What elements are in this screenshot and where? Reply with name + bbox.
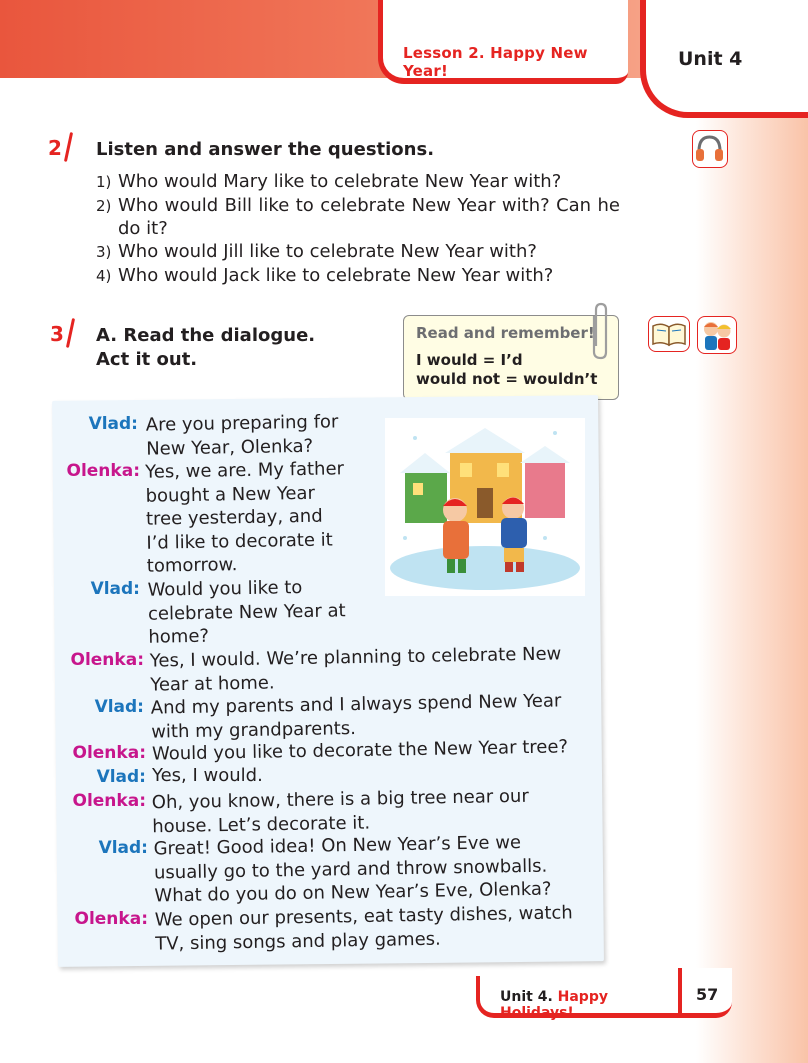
winter-scene-illustration	[385, 418, 585, 596]
list-item: 1) Who would Mary like to celebrate New Year with?	[96, 171, 562, 192]
speaker-vlad: Vlad:	[88, 414, 138, 434]
speaker-vlad: Vlad:	[98, 838, 148, 858]
dialogue-line: Are you preparing for New Year, Olenka?	[145, 411, 339, 460]
speaker-olenka: Olenka:	[72, 743, 146, 763]
footer-unit-tab	[476, 976, 682, 1021]
task-number: 2	[48, 136, 62, 160]
speaker-olenka: Olenka:	[74, 909, 148, 929]
dialogue-line: Yes, we are. My father bought a New Year tree yesterday, and I’d like to decorate it tomorrow.	[145, 458, 345, 577]
speaker-vlad: Vlad:	[90, 579, 140, 599]
lesson-title: Lesson 2. Happy New Year!	[403, 44, 588, 80]
remember-line: would not = wouldn’t	[416, 370, 598, 388]
footer-title: Happy Holidays!	[500, 989, 608, 1021]
dialogue-line: Yes, I would. We’re planning to celebrate New Year at home.	[149, 643, 562, 696]
remember-line: I would = I’d	[416, 351, 523, 369]
page-number: 57	[696, 985, 719, 1004]
speaker-vlad: Vlad:	[94, 697, 144, 717]
read-and-remember-box	[403, 315, 619, 400]
speaker-olenka: Olenka:	[72, 791, 146, 811]
lesson-tab	[378, 0, 628, 84]
task-instruction: Listen and answer the questions.	[96, 139, 435, 160]
dialogue-line: Yes, I would.	[152, 765, 263, 786]
dialogue-line: We open our presents, eat tasty dishes, watch TV, sing songs and play games.	[154, 902, 573, 955]
speaker-olenka: Olenka:	[70, 650, 144, 670]
dialogue-line: And my parents and I always spend New Year with my grandparents.	[150, 690, 562, 743]
remember-title: Read and remember!	[416, 324, 595, 342]
page-number-tab	[678, 968, 732, 1018]
dialogue-line: Would you like to decorate the New Year tree?	[151, 736, 569, 765]
dialogue-line: Would you like to celebrate New Year at home?	[147, 577, 346, 648]
unit-tab	[640, 0, 808, 118]
children-icon[interactable]	[697, 316, 737, 354]
paperclip-icon	[590, 302, 612, 360]
list-item: 3) Who would Jill like to celebrate New Year with?	[96, 241, 537, 262]
dialogue-line: Oh, you know, there is a big tree near our house. Let’s decorate it.	[151, 785, 529, 837]
speaker-vlad: Vlad:	[96, 767, 146, 787]
question-list	[96, 170, 620, 288]
task-instruction: A. Read the dialogue. Act it out.	[96, 325, 316, 370]
list-item: 4) Who would Jack like to celebrate New Year with?	[96, 265, 554, 286]
dialogue-line: Great! Good idea! On New Year’s Eve we usually go to the yard and throw snowballs. What do you do on New Year’s Eve, Olenka?	[153, 832, 552, 907]
task-number: 3	[50, 322, 64, 346]
speaker-olenka: Olenka:	[66, 461, 140, 481]
footer-unit: Unit 4.	[500, 989, 553, 1005]
headphones-icon[interactable]	[692, 130, 728, 168]
unit-title: Unit 4	[678, 48, 743, 70]
list-item: 2) Who would Bill like to celebrate New Year with? Can he do it?	[96, 195, 620, 239]
book-icon[interactable]	[648, 316, 690, 352]
